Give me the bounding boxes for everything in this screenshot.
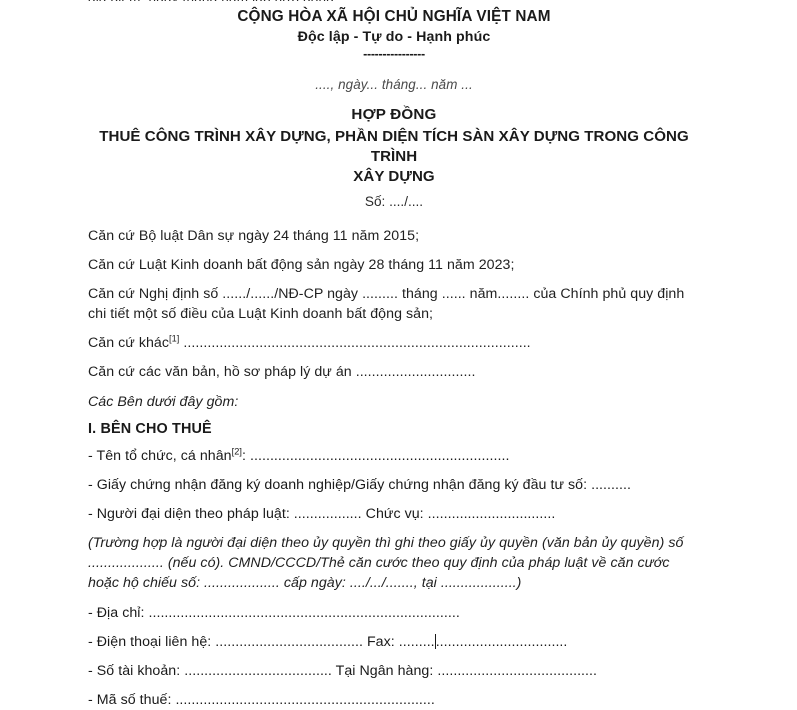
field-fax-dots: .................................	[435, 633, 568, 650]
footnote-marker-1: [1]	[169, 333, 180, 344]
legal-basis-real-estate-law: Căn cứ Luật Kinh doanh bất động sản ngày 28 tháng 11 năm 2023;	[88, 256, 515, 273]
document-subject-line-1: THUÊ CÔNG TRÌNH XÂY DỰNG, PHẦN DIỆN TÍCH SÀN XÂY DỰNG TRONG CÔNG TRÌNH	[99, 127, 689, 165]
authorization-note	[88, 533, 700, 593]
field-address: - Địa chỉ: ..............................................................................	[88, 604, 460, 621]
document-body	[88, 226, 700, 710]
legal-basis-other-dots: .......................................................................................	[179, 335, 531, 352]
authorization-note-line-2: ................... (nếu có). CMND/CCCD/Thẻ căn cước theo quy định của pháp luật về căn cước	[88, 555, 670, 572]
footnote-marker-2: [2]	[231, 445, 242, 456]
legal-basis-other	[88, 333, 700, 353]
legal-basis-project-documents: Căn cứ các văn bản, hồ sơ pháp lý dự án ..............................	[88, 364, 476, 381]
field-bank-account: - Số tài khoản: ..................................... Tại Ngân hàng: ........................................	[88, 662, 598, 679]
field-phone-fax-prefix: - Điện thoại liên hệ: ..................................... Fax: .........	[88, 633, 435, 650]
clipped-header-text	[88, 0, 334, 1]
heading-divider: ----------------	[363, 46, 425, 61]
document-subject-line-2: XÂY DỰNG	[353, 167, 435, 185]
document-number: Số: ..../....	[364, 193, 424, 209]
country-name: CỘNG HÒA XÃ HỘI CHỦ NGHĨA VIỆT NAM	[237, 8, 551, 25]
page-title	[88, 127, 700, 187]
field-business-registration: - Giấy chứng nhận đăng ký doanh nghiệp/Giấy chứng nhận đăng ký đầu tư số: ..........	[88, 476, 631, 493]
field-legal-representative: - Người đại diện theo pháp luật: ................. Chức vụ: ................................	[88, 506, 556, 523]
field-tax-code: - Mã số thuế: .................................................................	[88, 692, 435, 709]
field-phone-fax	[88, 632, 700, 652]
parties-intro: Các Bên dưới đây gồm:	[88, 393, 239, 410]
legal-basis-other-label: Căn cứ khác	[88, 335, 170, 352]
date-placeholder-line: ...., ngày... tháng... năm ...	[315, 76, 473, 92]
national-heading	[88, 0, 700, 61]
authorization-note-line-1: (Trường hợp là người đại diện theo ủy quyền thì ghi theo giấy ủy quyền (văn bản ủy quyền) số	[88, 535, 684, 552]
legal-basis-civil-code: Căn cứ Bộ luật Dân sự ngày 24 tháng 11 năm 2015;	[88, 227, 420, 244]
field-organization-name-label: - Tên tổ chức, cá nhân	[88, 447, 232, 464]
field-organization-name	[88, 446, 700, 466]
document-title-block	[88, 106, 700, 209]
field-organization-name-dots: : .................................................................	[242, 447, 510, 464]
authorization-note-line-3: hoặc hộ chiếu số: ................... cấp ngày: ..../.../......., tại ...................)	[88, 575, 522, 592]
national-motto: Độc lập - Tự do - Hạnh phúc	[297, 29, 491, 46]
document-kind: HỢP ĐỒNG	[351, 105, 437, 123]
section-heading-lessor: I. BÊN CHO THUÊ	[88, 420, 212, 437]
legal-basis-decree: Căn cứ Nghị định số ....../....../NĐ-CP ngày ......... tháng ...... năm........ của Chính phủ quy định chi tiết một số điều của Luật Kinh doanh bất động sản;	[88, 285, 685, 323]
